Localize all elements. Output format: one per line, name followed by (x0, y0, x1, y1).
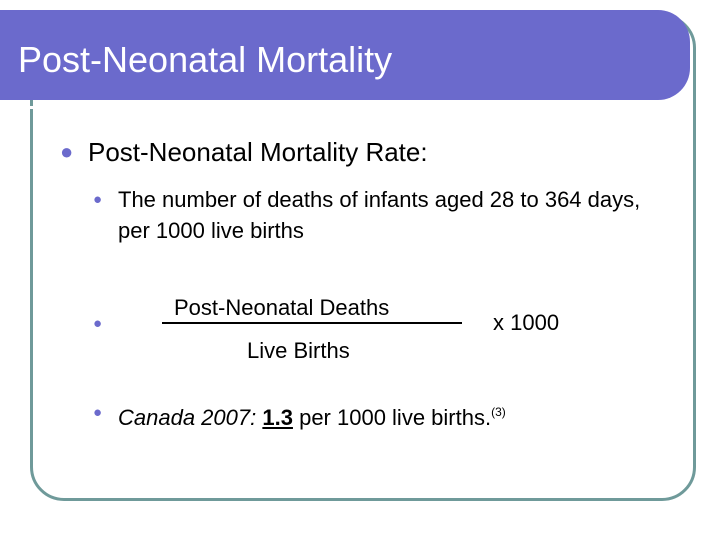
bullet-marker-formula: ● (93, 315, 103, 332)
statistic-value: 1.3 (262, 405, 293, 430)
bullet-marker-definition: ● (93, 191, 103, 208)
main-bullet-text: Post-Neonatal Mortality Rate: (88, 137, 428, 167)
slide-title: Post-Neonatal Mortality (18, 39, 393, 80)
statistic-label: Canada 2007: (118, 405, 257, 430)
fraction-line (162, 322, 462, 324)
statistic-reference: (3) (491, 405, 506, 419)
formula-denominator: Live Births (247, 338, 350, 363)
bullet-marker-statistic: ● (93, 404, 103, 421)
formula-multiplier: x 1000 (493, 310, 560, 335)
statistic-line (118, 397, 506, 433)
bullet-marker-level1: ● (60, 139, 74, 164)
statistic-suffix: per 1000 live births. (299, 405, 492, 430)
formula-numerator: Post-Neonatal Deaths (174, 295, 390, 320)
definition-text: The number of deaths of infants aged 28 to 364 days, per 1000 live births (118, 187, 641, 243)
title-underline (20, 106, 642, 109)
title-bar (0, 10, 690, 100)
